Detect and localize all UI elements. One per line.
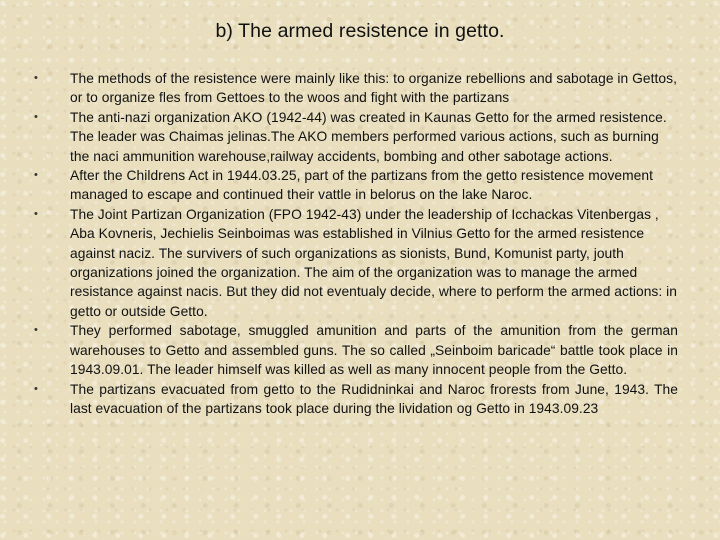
bullet-icon: • <box>34 169 38 182</box>
list-item <box>34 166 678 205</box>
list-item <box>34 321 678 379</box>
bullet-text: The partizans evacuated from getto to the Rudidninkai and Naroc frorests from June, 1943. The last evacuation of the partizans took place during the lividation og Getto in 1943.09.23 <box>70 381 678 416</box>
bullet-text: The methods of the resistence were mainly like this: to organize rebellions and sabotage in Gettos, or to organize fles from Gettoes to the woos and fight with the partizans <box>70 71 677 106</box>
bullet-icon: • <box>34 382 38 395</box>
list-item <box>34 108 678 166</box>
bullet-icon: • <box>34 72 38 84</box>
bullet-text: The anti-nazi organization AKO (1942-44) was created in Kaunas Getto for the armed resistence. The leader was Chaimas jelinas.The AKO members performed various actions, such as burning the naci ammunition warehouse,railway accidents, bombing and other sabotage actions. <box>70 109 667 164</box>
bullet-list <box>34 69 678 418</box>
bullet-text: They performed sabotage, smuggled amunition and parts of the amunition from the german warehouses to Getto and assembled guns. The so called „Seinboim baricade“ battle took place in 1943.09.01. The leader himself was killed as well as many innocent people from the Getto. <box>70 323 678 378</box>
list-item <box>34 69 678 108</box>
list-item <box>34 380 678 419</box>
slide-title: b) The armed resistence in getto. <box>215 20 505 42</box>
list-item <box>34 205 678 321</box>
bullet-text: The Joint Partizan Organization (FPO 1942-43) under the leadership of Icchackas Vitenbergas , Aba Kovneris, Jechielis Seinboimas was established in Vilnius Getto for the armed resistence against naciz. The survivers of such organizations as sionists, Bund, Komunist party, jouth organizations joined the organization. The aim of the organization was to manage the armed resistance against nacis. But they did not eventualy decide, where to perform the armed actions: in getto or outside Getto. <box>70 206 677 319</box>
bullet-icon: • <box>34 324 38 337</box>
bullet-text: After the Childrens Act in 1944.03.25, part of the partizans from the getto resistence movement managed to escape and continued their vattle in belorus on the lake Naroc. <box>70 168 653 203</box>
bullet-icon: • <box>34 110 38 123</box>
bullet-icon: • <box>34 207 38 220</box>
